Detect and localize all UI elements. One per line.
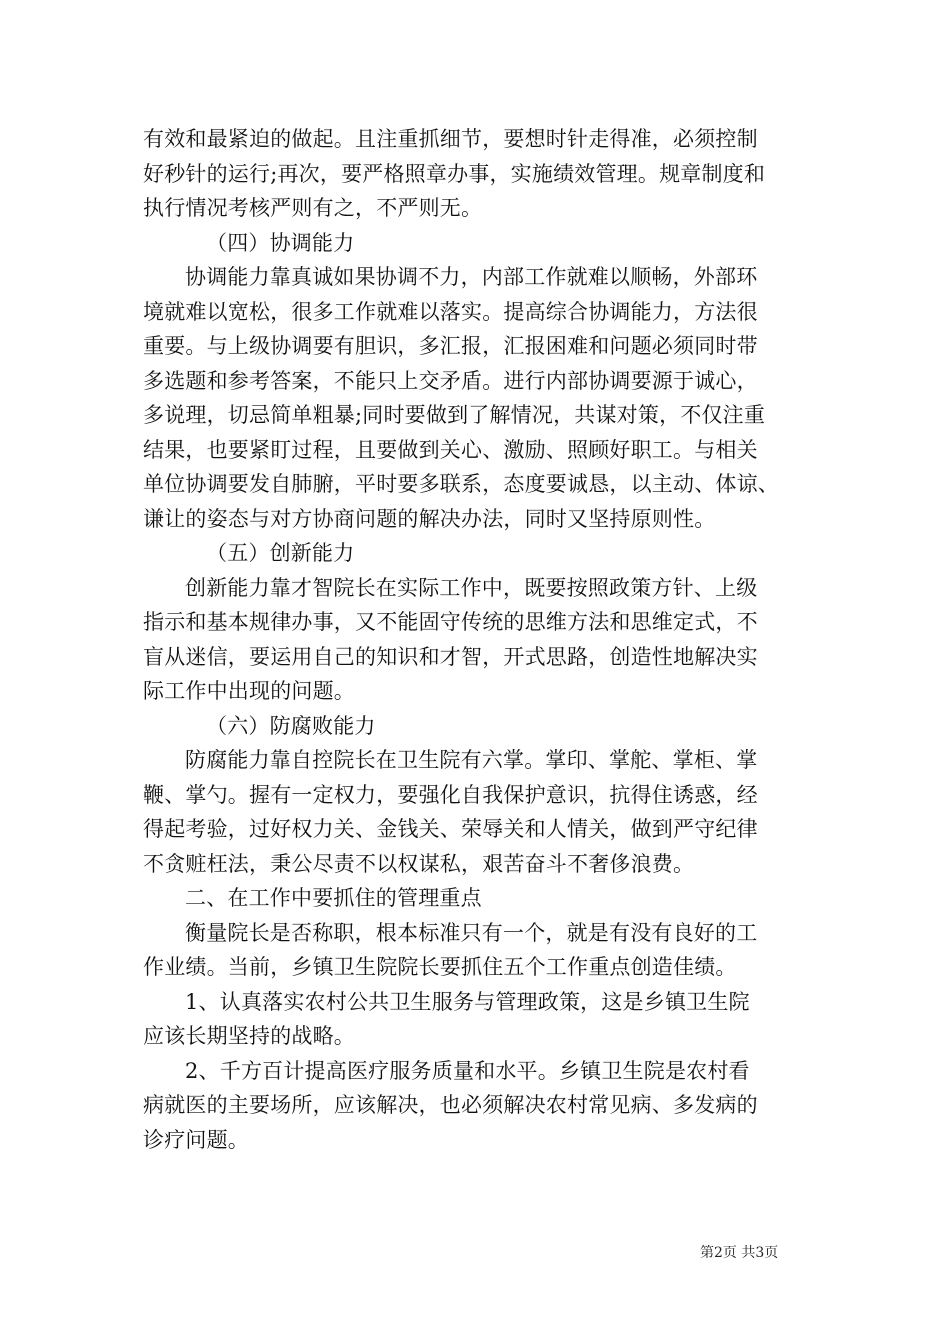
document-body bbox=[143, 122, 823, 1157]
text-line: 盲从迷信，要运用自己的知识和才智，开式思路，创造性地解决实 bbox=[143, 644, 758, 669]
text-line: 指示和基本规律办事，又不能固守传统的思维方法和思维定式，不 bbox=[143, 610, 758, 634]
text-line: 2、千方百计提高医疗服务质量和水平。乡镇卫生院是农村看 bbox=[185, 1058, 750, 1083]
text-line: 衡量院长是否称职，根本标准只有一个，就是有没有良好的工 bbox=[185, 920, 758, 945]
text-line: 作业绩。当前，乡镇卫生院院长要抓住五个工作重点创造佳绩。 bbox=[143, 955, 737, 979]
text-line: 单位协调要发自肺腑，平时要多联系，态度要诚恳，以主动、体谅、 bbox=[143, 472, 779, 496]
text-line: 有效和最紧迫的做起。且注重抓细节，要想时针走得准，必须控制 bbox=[143, 127, 758, 151]
text-line: 执行情况考核严则有之，不严则无。 bbox=[143, 196, 483, 220]
text-line: 好秒针的运行;再次，要严格照章办事，实施绩效管理。规章制度和 bbox=[143, 161, 766, 186]
text-line: 1、认真落实农村公共卫生服务与管理政策，这是乡镇卫生院 bbox=[185, 989, 750, 1014]
text-line: 协调能力靠真诚如果协调不力，内部工作就难以顺畅，外部环 bbox=[185, 265, 758, 289]
text-line: 鞭、掌勺。握有一定权力，要强化自我保护意识，抗得住诱惑，经 bbox=[143, 782, 758, 807]
text-line: 诊疗问题。 bbox=[143, 1127, 249, 1152]
text-line: 二、在工作中要抓住的管理重点 bbox=[185, 886, 482, 910]
text-line: 不贪赃枉法，秉公尽责不以权谋私，艰苦奋斗不奢侈浪费。 bbox=[143, 851, 695, 876]
text-line: 境就难以宽松，很多工作就难以落实。提高综合协调能力，方法很 bbox=[143, 299, 758, 324]
text-line: 创新能力靠才智院长在实际工作中，既要按照政策方针、上级 bbox=[185, 575, 758, 600]
text-line: 际工作中出现的问题。 bbox=[143, 679, 355, 703]
text-line: 重要。与上级协调要有胆识，多汇报，汇报困难和问题必须同时带 bbox=[143, 334, 758, 358]
text-line: 防腐能力靠自控院长在卫生院有六掌。掌印、掌舵、掌柜、掌 bbox=[185, 748, 758, 772]
text-line: 多选题和参考答案，不能只上交矛盾。进行内部协调要源于诚心， bbox=[143, 368, 758, 393]
text-line: 病就医的主要场所，应该解决，也必须解决农村常见病、多发病的 bbox=[143, 1093, 758, 1117]
section-heading-line: （五）创新能力 bbox=[206, 541, 355, 565]
page-number: 第2页 共3页 bbox=[700, 1245, 779, 1261]
section-heading-line: （六）防腐败能力 bbox=[206, 713, 376, 738]
text-line: 多说理，切忌简单粗暴;同时要做到了解情况，共谋对策，不仅注重 bbox=[143, 403, 766, 427]
text-line: 结果，也要紧盯过程，且要做到关心、激励、照顾好职工。与相关 bbox=[143, 437, 758, 462]
text-line: 得起考验，过好权力关、金钱关、荣辱关和人情关，做到严守纪律 bbox=[143, 817, 758, 841]
section-heading-line: （四）协调能力 bbox=[206, 230, 355, 255]
text-line: 应该长期坚持的战略。 bbox=[143, 1024, 355, 1048]
text-line: 谦让的姿态与对方协商问题的解决办法，同时又坚持原则性。 bbox=[143, 506, 716, 531]
